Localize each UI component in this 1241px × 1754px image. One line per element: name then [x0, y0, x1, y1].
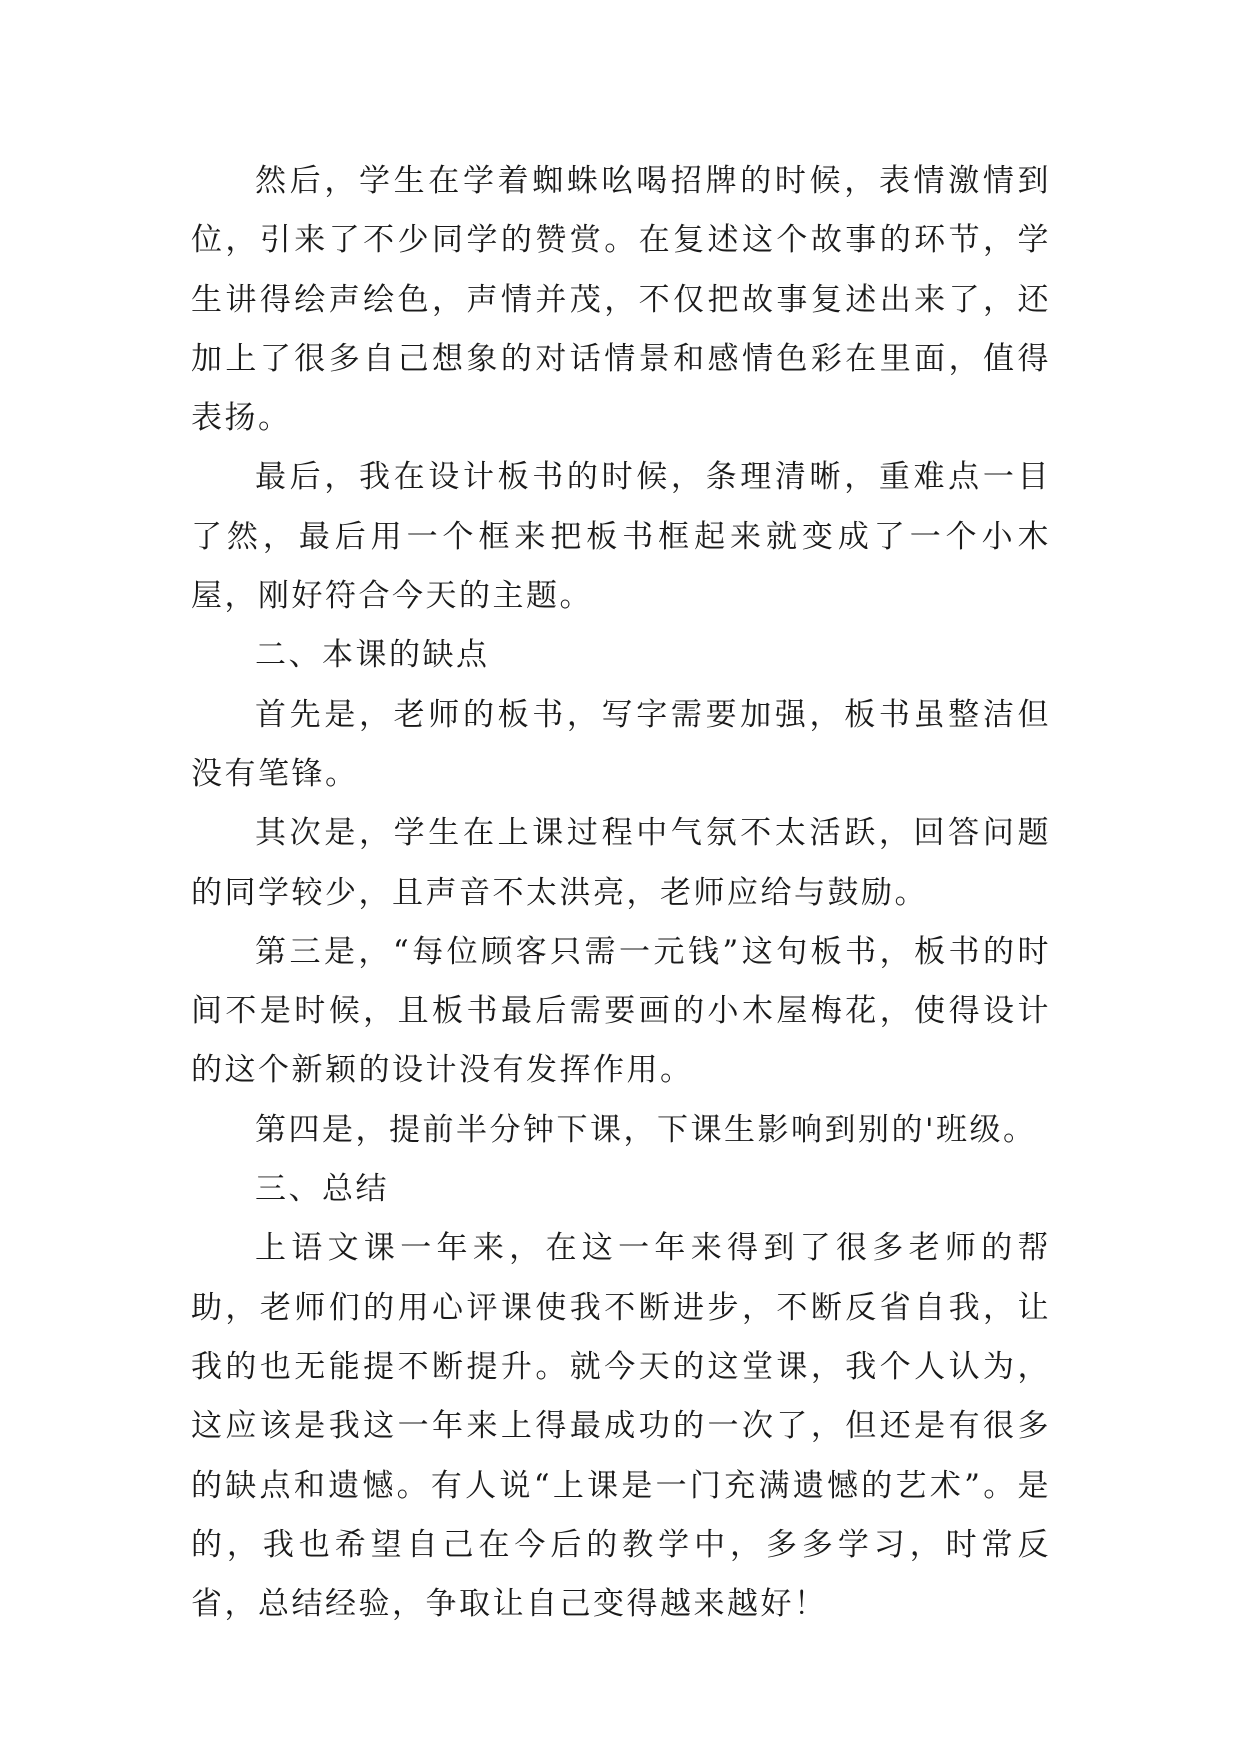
paragraph-shortcoming-second: 其次是，学生在上课过程中气氛不太活跃，回答问题的同学较少，且声音不太洪亮，老师应给与鼓励。: [191, 815, 1051, 911]
section-heading-shortcomings: 二、本课的缺点: [255, 637, 490, 674]
paragraph-summary: 上语文课一年来，在这一年来得到了很多老师的帮助，老师们的用心评课使我不断进步，不断反省自我，让我的也无能提不断提升。就今天的这堂课，我个人认为，这应该是我这一年来上得最成功的一次了，但还是有很多的缺点和遗憾。有人说“上课是一门充满遗憾的艺术”。是的，我也希望自己在今后的教学中，多多学习，时常反省，总结经验，争取让自己变得越来越好！: [191, 1230, 1051, 1623]
section-heading-summary: 三、总结: [255, 1171, 389, 1208]
paragraph-blackboard-design: 最后，我在设计板书的时候，条理清晰，重难点一目了然，最后用一个框来把板书框起来就变成了一个小木屋，刚好符合今天的主题。: [191, 459, 1051, 615]
paragraph-shortcoming-first: 首先是，老师的板书，写字需要加强，板书虽整洁但没有笔锋。: [191, 696, 1051, 792]
paragraph-student-performance: 然后，学生在学着蜘蛛吆喝招牌的时候，表情激情到位，引来了不少同学的赞赏。在复述这个故事的环节，学生讲得绘声绘色，声情并茂，不仅把故事复述出来了，还加上了很多自己想象的对话情景和感情色彩在里面，值得表扬。: [191, 163, 1051, 437]
paragraph-shortcoming-fourth: 第四是，提前半分钟下课，下课生影响到别的'班级。: [255, 1111, 1037, 1148]
document-body: [191, 152, 1051, 1634]
paragraph-shortcoming-third: 第三是，“每位顾客只需一元钱”这句板书，板书的时间不是时候，且板书最后需要画的小木屋梅花，使得设计的这个新颖的设计没有发挥作用。: [191, 933, 1051, 1089]
